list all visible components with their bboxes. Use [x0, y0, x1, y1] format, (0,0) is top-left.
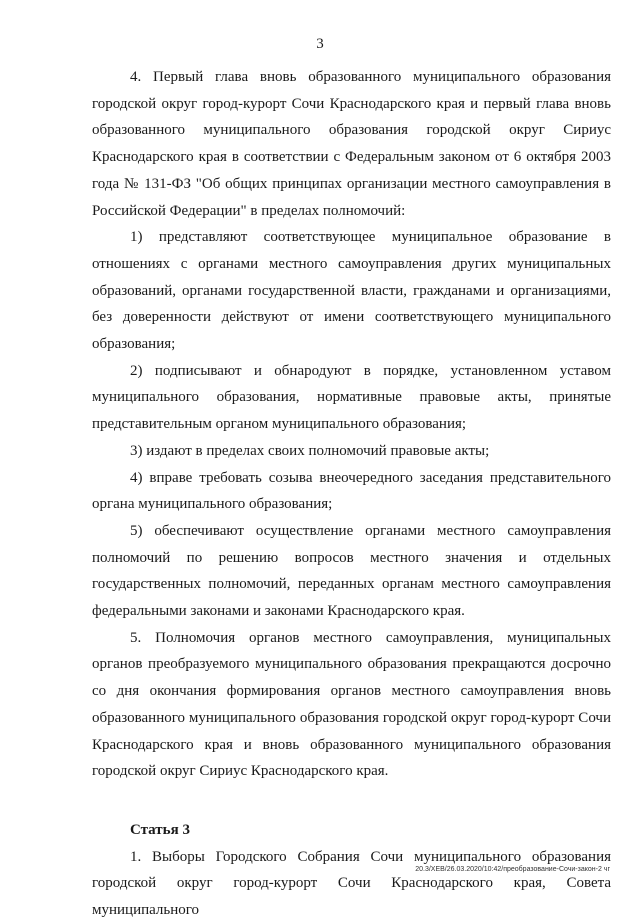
- article-heading: Статья 3: [130, 821, 190, 838]
- paragraph-5: 5. Полномочия органов местного самоуправления, муниципальных органов преобразуемого муниципального образования прекращаются досрочно со дня окончания формирования органов местного самоуправления вновь образованного муниципального образования городской округ город-курорт Сочи Краснодарского края и вновь образованного муниципального образования городской округ Сириус Краснодарского края.: [92, 629, 611, 780]
- list-item-5: 5) обеспечивают осуществление органами местного самоуправления полномочий по решению вопросов местного значения и отдельных государственных полномочий, переданных органам местного самоуправления федеральными законами и законами Краснодарского края.: [92, 522, 611, 620]
- page-number: 3: [316, 36, 324, 52]
- document-body: [92, 64, 611, 924]
- list-item-2: 2) подписывают и обнародуют в порядке, установленном уставом муниципального образования, нормативные правовые акты, принятые представительным органом муниципального образования;: [92, 362, 611, 433]
- paragraph-4: 4. Первый глава вновь образованного муниципального образования городской округ город-курорт Сочи Краснодарского края и первый глава вновь образованного муниципального образования городской округ Сириус Краснодарского края в соответствии с Федеральным законом от 6 октября 2003 года № 131-ФЗ "Об общих принципах организации местного самоуправления в Российской Федерации" в пределах полномочий:: [92, 69, 611, 219]
- list-item-4: 4) вправе требовать созыва внеочередного заседания представительного органа муниципального образования;: [92, 469, 611, 513]
- list-item-3: 3) издают в пределах своих полномочий правовые акты;: [130, 442, 490, 459]
- article-3-paragraph-1: 1. Выборы Городского Собрания Сочи муниципального образования городской округ город-курорт Сочи Краснодарского края, Совета муниципального: [92, 848, 611, 919]
- list-item-1: 1) представляют соответствующее муниципальное образование в отношениях с органами местного самоуправления других муниципальных образований, органами государственной власти, гражданами и организациями, без доверенности действуют от имени соответствующего муниципального образования;: [92, 229, 611, 353]
- footer-file-stamp: 20.3/XEB/26.03.2020/10:42/преобразование-Сочи-закон-2 чг: [415, 866, 610, 873]
